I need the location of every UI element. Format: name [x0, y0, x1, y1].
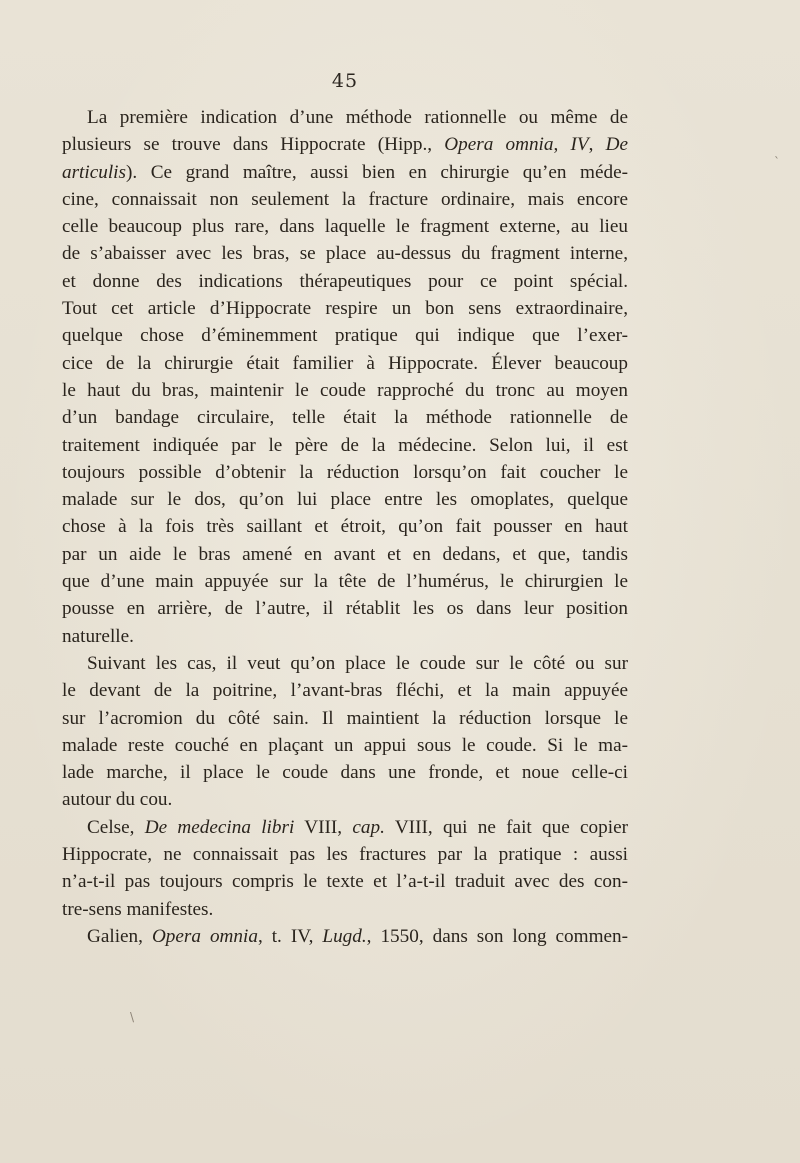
text-segment: Galien, [87, 925, 152, 947]
text-line [62, 377, 628, 404]
text-segment: quelque chose d’éminemment pratique qui indique que l’exer- [62, 325, 628, 347]
italic-text: Opera omnia [444, 134, 554, 156]
text-line [62, 459, 628, 486]
text-line [62, 623, 628, 650]
text-segment: le devant de la poitrine, l’avant-bras fléchi, et la main appuyée [62, 680, 628, 702]
text-segment: pousse en arrière, de l’autre, il rétablit les os dans leur position [62, 598, 628, 620]
italic-text: cap. [352, 816, 385, 838]
text-segment: , [588, 134, 606, 156]
body-text [62, 104, 628, 950]
text-segment: traitement indiquée par le père de la médecine. Selon lui, il est [62, 434, 628, 456]
italic-text: Opera omnia [151, 925, 258, 947]
text-segment: lade marche, il place le coude dans une fronde, et noue celle-ci [62, 762, 628, 784]
text-line [62, 432, 628, 459]
text-segment: malade reste couché en plaçant un appui sous le coude. Si le ma- [62, 734, 628, 756]
text-segment: ). Ce grand maître, aussi bien en chirurgie qu’en méde- [125, 161, 628, 183]
text-line [62, 595, 628, 622]
italic-text: De [605, 134, 629, 156]
text-segment: de s’abaisser avec les bras, se place au-dessus du fragment interne, [62, 243, 628, 265]
italic-text: articulis [62, 161, 126, 183]
text-segment: le haut du bras, maintenir le coude rapproché du tronc au moyen [62, 379, 628, 401]
text-line [62, 104, 628, 131]
text-segment: Tout cet article d’Hippocrate respire un bon sens extraordinaire, [62, 298, 628, 320]
paper-blemish: ` [774, 155, 780, 169]
italic-text: Lugd. [322, 925, 367, 947]
text-segment: par un aide le bras amené en avant et en dedans, et que, tandis [62, 543, 628, 565]
text-line [62, 513, 628, 540]
text-line [62, 404, 628, 431]
text-line [62, 486, 628, 513]
text-segment: autour du cou. [62, 789, 173, 811]
text-line [62, 159, 628, 186]
text-line [62, 268, 628, 295]
text-segment: , 1550, dans son long commen- [366, 925, 628, 947]
text-line [62, 923, 628, 950]
text-segment: malade sur le dos, qu’on lui place entre les omoplates, quelque [62, 489, 628, 511]
italic-text: IV [570, 134, 589, 156]
text-segment: que d’une main appuyée sur la tête de l’humérus, le chirurgien le [62, 571, 628, 593]
text-line [62, 240, 628, 267]
text-line [62, 213, 628, 240]
text-line [62, 705, 628, 732]
text-line [62, 677, 628, 704]
text-segment: , t. IV, [257, 925, 323, 947]
text-line [62, 868, 628, 895]
text-segment: Suivant les cas, il veut qu’on place le coude sur le côté ou sur [87, 652, 628, 674]
text-segment: sur l’acromion du côté sain. Il maintient la réduction lorsque le [62, 707, 628, 729]
text-segment: plusieurs se trouve dans Hippocrate (Hipp., [62, 134, 445, 156]
text-line [62, 732, 628, 759]
paper-blemish: \ [130, 1010, 135, 1024]
text-segment: cice de la chirurgie était familier à Hippocrate. Élever beaucoup [62, 352, 628, 374]
text-segment: VIII, [294, 816, 353, 838]
text-segment: cine, connaissait non seulement la fracture ordinaire, mais encore [62, 188, 628, 210]
text-line [62, 786, 628, 813]
text-segment: Celse, [87, 816, 145, 838]
text-line [62, 759, 628, 786]
text-line [62, 650, 628, 677]
text-segment: d’un bandage circulaire, telle était la méthode rationnelle de [62, 407, 628, 429]
page-number: 45 [331, 70, 359, 92]
text-line [62, 541, 628, 568]
text-line [62, 131, 628, 158]
text-line [62, 568, 628, 595]
text-segment: naturelle. [62, 625, 134, 647]
text-line [62, 186, 628, 213]
text-segment: toujours possible d’obtenir la réduction lorsqu’on fait coucher le [62, 461, 628, 483]
text-line [62, 814, 628, 841]
text-segment: et donne des indications thérapeutiques pour ce point spécial. [62, 270, 628, 292]
text-line [62, 841, 628, 868]
text-segment: tre-sens manifestes. [62, 898, 214, 920]
text-segment: celle beaucoup plus rare, dans laquelle le fragment externe, au lieu [62, 216, 628, 238]
text-segment: n’a-t-il pas toujours compris le texte et l’a-t-il traduit avec des con- [62, 871, 628, 893]
text-line [62, 896, 628, 923]
italic-text: De medecina libri [144, 816, 295, 838]
text-segment: VIII, qui ne fait que copier [384, 816, 628, 838]
text-line [62, 295, 628, 322]
text-segment: , [553, 134, 571, 156]
text-line [62, 350, 628, 377]
text-segment: chose à la fois très saillant et étroit, qu’on fait pousser en haut [62, 516, 628, 538]
text-segment: Hippocrate, ne connaissait pas les fractures par la pratique : aussi [62, 844, 628, 866]
text-line [62, 322, 628, 349]
text-segment: La première indication d’une méthode rationnelle ou même de [87, 107, 628, 128]
